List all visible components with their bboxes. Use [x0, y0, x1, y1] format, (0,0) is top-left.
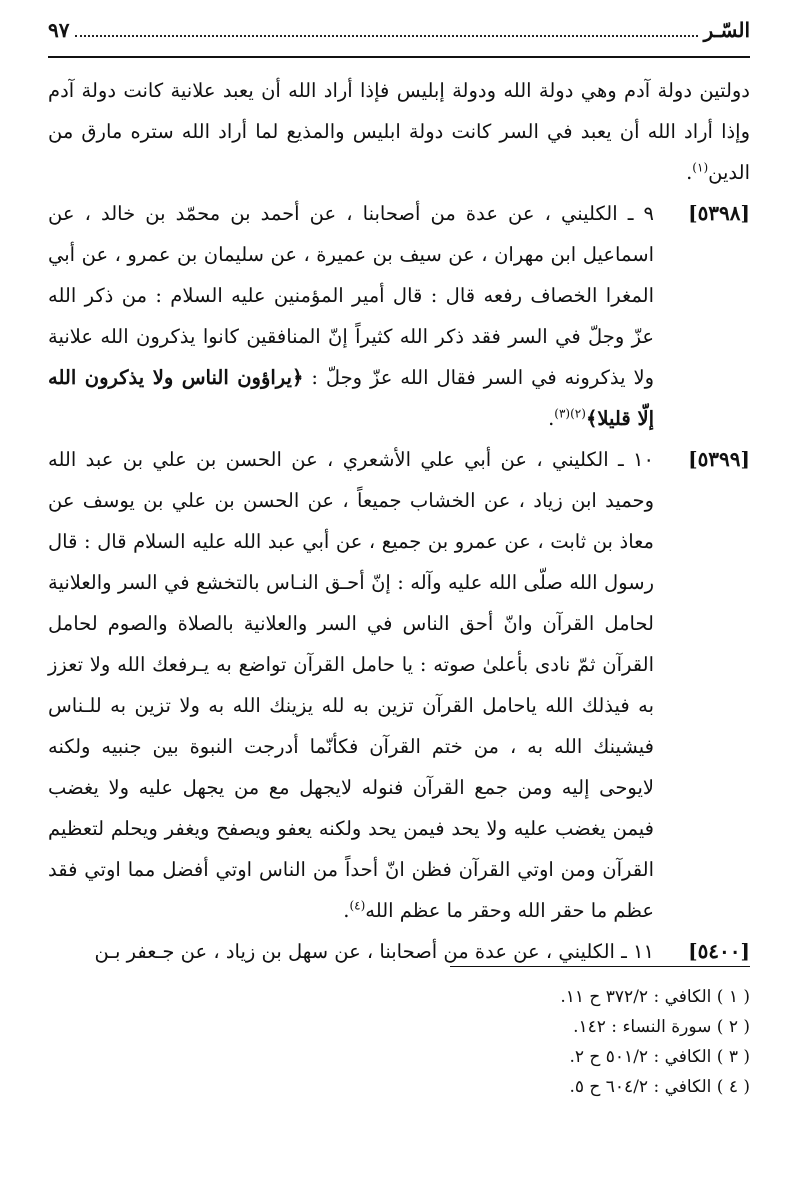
- entry-number: [٥٤٠٠]: [688, 939, 750, 963]
- footnote: ( ٢ ) سورة النساء : ١٤٢.: [573, 1017, 750, 1037]
- paragraph-text: دولتين دولة آدم وهي دولة الله ودولة إبليس فإذا أراد الله أن يعبد علانية كانت دولة آدم وإذا أراد الله أن يعبد في السر كانت دولة ابليس والمذيع لما أراد الله ستره مارق من الدين: [48, 79, 750, 184]
- paragraph-tail: .: [686, 161, 693, 184]
- footnote: ( ٣ ) الكافي : ٥٠١/٢ ح ٢.: [569, 1047, 750, 1067]
- header-rule: [48, 56, 750, 58]
- entry-text: ١٠ ـ الكليني ، عن أبي علي الأشعري ، عن الحسن بن علي بن عبد الله وحميد ابن زياد ، عن الخشاب جميعاً ، عن الحسن بن علي بن يوسف عن معاذ بن ثابت ، عن عمرو بن جميع ، عن أبي عبد الله عليه السلام قال : قال رسول الله صلّى الله عليه وآله : إنّ أحـق النـاس بالتخشع في السر والعلانية لحامل القرآن وانّ أحق الناس في السر والعلانية بالصلاة والصوم لحامل القرآن ثمّ نادى بأعلىٰ صوته : يا حامل القرآن تواضع به يـرفعك الله ولا تعزز به فيذلك الله ياحامل القرآن تزين به لله يزينك الله به ولا تزين به للـناس فيشينك الله به ، من ختم القرآن فكأنّما أدرجت النبوة بين جنبيه ولكنه لايوحى إليه ومن جمع القرآن فنوله لايجهل مع من يجهل عليه ولا يغضب فيمن يغضب عليه ولا يحد فيمن يحد ولكنه يعفو ويصفح ويغفر ويحلم لتعظيم القرآن ومن اوتي القرآن فظن انّ أحداً من الناس اوتي أفضل مما اوتي فقد عظم ما حقر الله وحقر ما عظم الله: [48, 448, 654, 922]
- quran-quote: ﴿يراؤون الناس ولا يذكرون الله إلّا قليلا﴾: [48, 366, 654, 430]
- footnote-ref[interactable]: (١): [692, 160, 709, 175]
- continuation-paragraph: [48, 70, 750, 193]
- footnote-ref[interactable]: (٤): [349, 898, 366, 913]
- page-body: [48, 70, 750, 972]
- footnotes: [48, 982, 750, 1102]
- footnote: ( ١ ) الكافي : ٣٧٢/٢ ح ١١.: [560, 987, 750, 1007]
- footnote-rule: [450, 966, 750, 967]
- entry-tail: .: [548, 407, 555, 430]
- page-number: ٩٧: [48, 18, 70, 42]
- entry-text: ٩ ـ الكليني ، عن عدة من أصحابنا ، عن أحمد بن محمّد بن خالد ، عن اسماعيل ابن مهران ، عن سيف بن عميرة ، عن سليمان بن عمرو ، عن أبي المغرا الخصاف رفعه قال : قال أمير المؤمنين عليه السلام : من ذكر الله عزّ وجلّ في السر فقد ذكر الله كثيراً إنّ المنافقين كانوا يذكرون الله علانية ولا يذكرونه في السر فقال الله عزّ وجلّ :: [48, 202, 655, 389]
- header-title: السّـر: [703, 18, 750, 42]
- entry-number: [٥٣٩٩]: [688, 447, 750, 471]
- entry-tail: .: [343, 899, 350, 922]
- hadith-entry: [48, 193, 750, 439]
- footnote-ref[interactable]: (٢)(٣): [554, 406, 586, 421]
- hadith-entry: [48, 439, 750, 931]
- entry-text: ١١ ـ الكليني ، عن عدة من أصحابنا ، عن سهل بن زياد ، عن جـعفر بـن: [94, 940, 654, 963]
- header-dot-leader: [75, 21, 697, 37]
- footnote: ( ٤ ) الكافي : ٦٠٤/٢ ح ٥.: [569, 1077, 750, 1097]
- entry-number: [٥٣٩٨]: [688, 201, 750, 225]
- running-header: [48, 18, 750, 54]
